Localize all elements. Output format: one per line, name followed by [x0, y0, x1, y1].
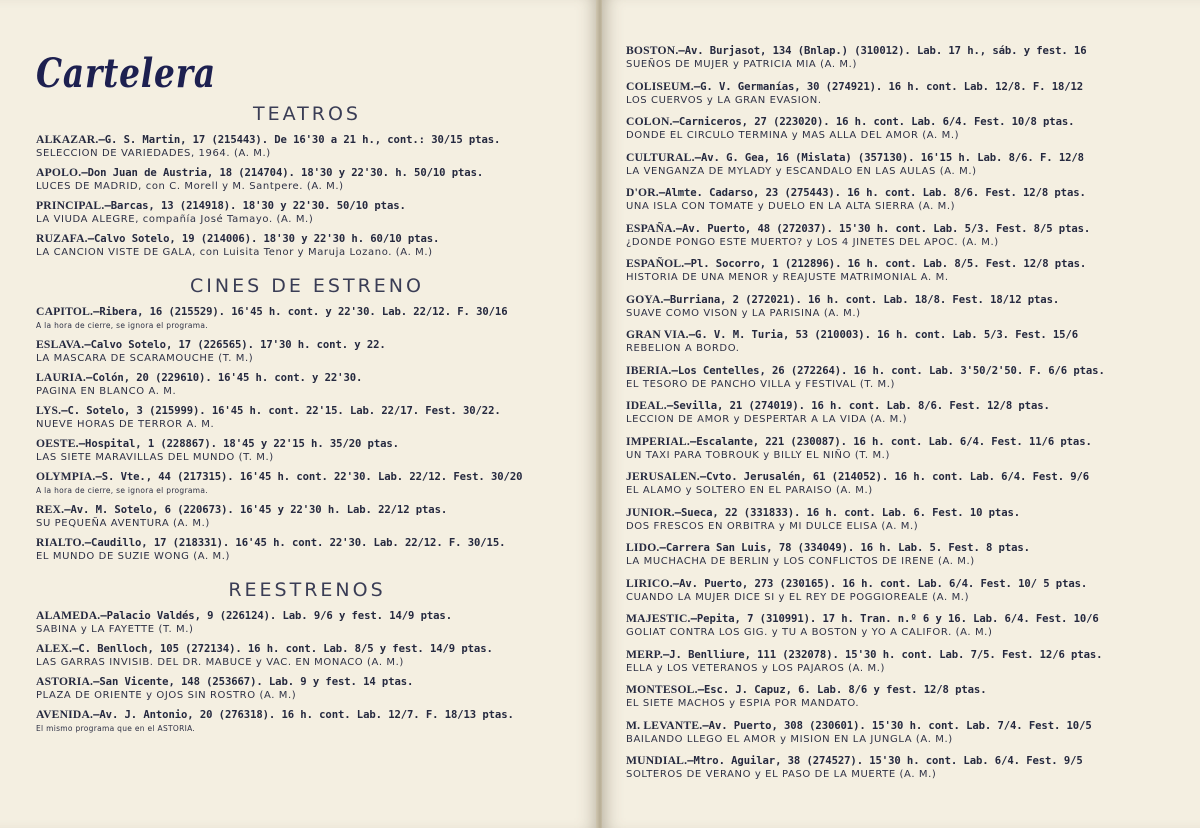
- venue-name: LYS.: [36, 404, 62, 417]
- venue-name: D'OR.: [626, 186, 659, 199]
- entry-header: [36, 199, 578, 213]
- entry-header: [36, 338, 578, 352]
- program-title: LA MUCHACHA DE BERLIN y LOS CONFLICTOS DE IRENE (A. M.): [626, 556, 975, 567]
- program-title: CUANDO LA MUJER DICE SI y EL REY DE POGGIOREALE (A. M.): [626, 591, 970, 603]
- venue-name: ALKAZAR.: [36, 133, 99, 146]
- listing-entry: [36, 232, 578, 259]
- venue-name: MERP.: [626, 647, 663, 661]
- listing-entry: [626, 506, 1180, 533]
- program-title: GOLIAT CONTRA LOS GIG. y TU A BOSTON y YO A CALIFOR. (A. M.): [626, 627, 993, 638]
- listing-entry: [626, 115, 1180, 142]
- entry-header: [626, 648, 1180, 662]
- entry-header: [36, 708, 578, 722]
- venue-details: —Mtro. Aguilar, 38 (274527). 15'30 h. cont. Lab. 6/4. Fest. 9/5: [687, 755, 1083, 767]
- entry-header: [626, 506, 1180, 520]
- listing-entry: [36, 708, 578, 735]
- venue-name: LAURIA.: [36, 371, 87, 384]
- entry-header: [626, 435, 1180, 449]
- venue-details: —Don Juan de Austria, 18 (214704). 18'30 y 22'30. h. 50/10 ptas.: [81, 167, 484, 179]
- listing-entry: [626, 80, 1180, 107]
- venue-name: LIRICO.: [626, 576, 673, 590]
- entry-header: [36, 305, 578, 319]
- entry-header: [626, 399, 1180, 413]
- venue-details: —Almte. Cadarso, 23 (275443). 16 h. cont. Lab. 8/6. Fest. 12/8 ptas.: [658, 187, 1086, 199]
- entry-header: [36, 133, 578, 147]
- venue-details: —C. Sotelo, 3 (215999). 16'45 h. cont. 22'15. Lab. 22/17. Fest. 30/22.: [61, 405, 501, 417]
- entry-header: [626, 719, 1180, 733]
- venue-details: —Calvo Sotelo, 17 (226565). 17'30 h. cont. y 22.: [84, 339, 386, 351]
- entry-header: [36, 166, 578, 180]
- venue-details: —Esc. J. Capuz, 6. Lab. 8/6 y fest. 12/8 ptas.: [697, 684, 987, 696]
- entry-header: [626, 222, 1180, 236]
- program-title: HISTORIA DE UNA MENOR y REAJUSTE MATRIMONIAL A. M.: [626, 272, 949, 283]
- right-page: [602, 0, 1200, 828]
- entry-header: [36, 609, 578, 623]
- program-title: SUAVE COMO VISON y LA PARISINA (A. M.): [626, 307, 861, 319]
- listing-entry: [626, 186, 1180, 213]
- venue-details: —Pepita, 7 (310991). 17 h. Tran. n.º 6 y 16. Lab. 6/4. Fest. 10/6: [690, 613, 1099, 625]
- listing-entry: [36, 338, 578, 365]
- venue-name: CAPITOL.: [36, 305, 94, 318]
- venue-details: —Barcas, 13 (214918). 18'30 y 22'30. 50/10 ptas.: [104, 200, 406, 212]
- venue-details: —C. Benlloch, 105 (272134). 16 h. cont. Lab. 8/5 y fest. 14/9 ptas.: [72, 643, 493, 655]
- entry-header: [36, 232, 578, 246]
- program-title: LAS SIETE MARAVILLAS DEL MUNDO (T. M.): [36, 452, 274, 463]
- venue-name: RIALTO.: [36, 536, 85, 549]
- entry-header: [626, 44, 1180, 58]
- program-title: EL SIETE MACHOS y ESPIA POR MANDATO.: [626, 698, 860, 709]
- listing-entry: [36, 133, 578, 160]
- listing-entry: [626, 719, 1180, 746]
- venue-details: —G. S. Martin, 17 (215443). De 16'30 a 21 h., cont.: 30/15 ptas.: [98, 134, 501, 146]
- venue-name: ESPAÑOL.: [626, 257, 685, 270]
- venue-name: RUZAFA.: [36, 232, 88, 245]
- venue-details: —Palacio Valdés, 9 (226124). Lab. 9/6 y fest. 14/9 ptas.: [100, 610, 452, 622]
- venue-details: —Burriana, 2 (272021). 16 h. cont. Lab. 18/8. Fest. 18/12 ptas.: [663, 293, 1060, 306]
- entry-header: [626, 115, 1180, 129]
- entry-header: [36, 536, 578, 550]
- program-title: El mismo programa que en el ASTORIA.: [36, 724, 196, 733]
- venue-name: IMPERIAL.: [626, 434, 690, 448]
- listing-entry: [36, 371, 578, 398]
- entry-header: [36, 675, 578, 689]
- venue-details: —San Vicente, 148 (253667). Lab. 9 y fest. 14 ptas.: [93, 676, 414, 688]
- venue-details: —Av. J. Antonio, 20 (276318). 16 h. cont. Lab. 12/7. F. 18/13 ptas.: [93, 709, 514, 721]
- entry-header: [36, 437, 578, 451]
- venue-name: MONTESOL.: [626, 683, 698, 696]
- venue-name: LIDO.: [626, 541, 660, 554]
- venue-details: —Caudillo, 17 (218331). 16'45 h. cont. 22'30. Lab. 22/12. F. 30/15.: [84, 537, 506, 549]
- listing-entry: [36, 166, 578, 193]
- program-title: SOLTEROS DE VERANO y EL PASO DE LA MUERTE (A. M.): [626, 769, 937, 780]
- venue-details: —J. Benlliure, 111 (232078). 15'30 h. cont. Lab. 7/5. Fest. 12/6 ptas.: [662, 648, 1103, 661]
- section-heading: REESTRENOS: [228, 579, 386, 601]
- listing-entry: [36, 536, 578, 563]
- venue-details: —Av. Burjasot, 134 (Bnlap.) (310012). Lab. 17 h., sáb. y fest. 16: [678, 45, 1087, 57]
- listing-entry: [36, 675, 578, 702]
- program-title: LOS CUERVOS y LA GRAN EVASION.: [626, 94, 822, 106]
- listing-entry: [626, 222, 1180, 249]
- program-title: DONDE EL CIRCULO TERMINA y MAS ALLA DEL AMOR (A. M.): [626, 130, 960, 141]
- venue-details: —Cvto. Jerusalén, 61 (214052). 16 h. cont. Lab. 6/4. Fest. 9/6: [699, 471, 1090, 483]
- venue-name: REX.: [36, 503, 65, 516]
- program-title: DOS FRESCOS EN ORBITRA y MI DULCE ELISA (A. M.): [626, 520, 919, 532]
- program-title: LAS GARRAS INVISIB. DEL DR. MABUCE y VAC. EN MONACO (A. M.): [36, 657, 404, 668]
- venue-name: IBERIA.: [626, 363, 672, 377]
- venue-details: —Sevilla, 21 (274019). 16 h. cont. Lab. 8/6. Fest. 12/8 ptas.: [666, 400, 1050, 412]
- venue-details: —G. V. M. Turia, 53 (210003). 16 h. cont. Lab. 5/3. Fest. 15/6: [688, 329, 1079, 341]
- listing-entry: [626, 470, 1180, 497]
- program-title: EL TESORO DE PANCHO VILLA y FESTIVAL (T. M.): [626, 378, 896, 390]
- venue-name: CULTURAL.: [626, 150, 695, 164]
- listing-entry: [36, 470, 578, 497]
- program-title: SABINA y LA FAYETTE (T. M.): [36, 624, 194, 635]
- program-title: LUCES DE MADRID, con C. Morell y M. Santpere. (A. M.): [36, 181, 344, 192]
- venue-details: —Av. G. Gea, 16 (Mislata) (357130). 16'15 h. Lab. 8/6. F. 12/8: [694, 151, 1084, 164]
- entry-header: [626, 683, 1180, 697]
- venue-name: OLYMPIA.: [36, 470, 96, 483]
- venue-details: —Carrera San Luis, 78 (334049). 16 h. Lab. 5. Fest. 8 ptas.: [659, 542, 1030, 554]
- venue-name: JUNIOR.: [626, 505, 675, 519]
- venue-details: —Av. Puerto, 48 (272037). 15'30 h. cont. Lab. 5/3. Fest. 8/5 ptas.: [675, 222, 1091, 235]
- listing-entry: [36, 642, 578, 669]
- venue-name: ALAMEDA.: [36, 609, 101, 622]
- program-title: PAGINA EN BLANCO A. M.: [36, 386, 177, 397]
- venue-name: AVENIDA.: [36, 708, 94, 721]
- entry-header: [36, 503, 578, 517]
- listing-entry: [626, 293, 1180, 320]
- program-title: NUEVE HORAS DE TERROR A. M.: [36, 419, 215, 430]
- venue-name: COLISEUM.: [626, 79, 694, 93]
- listing-entry: [626, 364, 1180, 391]
- venue-name: MAJESTIC.: [626, 612, 691, 625]
- listing-entry: [626, 577, 1180, 604]
- program-title: SELECCION DE VARIEDADES, 1964. (A. M.): [36, 148, 271, 159]
- listing-entries: [626, 44, 1180, 781]
- section-gap: [36, 569, 578, 579]
- program-title: LECCION DE AMOR y DESPERTAR A LA VIDA (A. M.): [626, 414, 908, 425]
- venue-details: —S. Vte., 44 (217315). 16'45 h. cont. 22'30. Lab. 22/12. Fest. 30/20: [95, 471, 523, 483]
- listing-entry: [36, 437, 578, 464]
- entry-header: [626, 186, 1180, 200]
- venue-details: —Pl. Socorro, 1 (212896). 16 h. cont. Lab. 8/5. Fest. 12/8 ptas.: [684, 258, 1087, 270]
- program-title: BAILANDO LLEGO EL AMOR y MISION EN LA JUNGLA (A. M.): [626, 733, 953, 745]
- program-title: A la hora de cierre, se ignora el programa.: [36, 321, 208, 330]
- venue-details: —Calvo Sotelo, 19 (214006). 18'30 y 22'30 h. 60/10 ptas.: [87, 233, 440, 245]
- listing-sections: [36, 103, 578, 735]
- listing-entry: [626, 399, 1180, 426]
- page-title: Cartelera: [36, 50, 216, 97]
- entry-header: [36, 470, 578, 484]
- entry-header: [626, 328, 1180, 342]
- program-title: A la hora de cierre, se ignora el programa.: [36, 486, 208, 495]
- venue-details: —Colón, 20 (229610). 16'45 h. cont. y 22'30.: [86, 372, 363, 384]
- venue-details: —Carniceros, 27 (223020). 16 h. cont. Lab. 6/4. Fest. 10/8 ptas.: [672, 116, 1075, 128]
- listing-entry: [36, 503, 578, 530]
- venue-name: BOSTON.: [626, 44, 679, 57]
- venue-details: —Hospital, 1 (228867). 18'45 y 22'15 h. 35/20 ptas.: [78, 438, 399, 450]
- program-title: LA VENGANZA DE MYLADY y ESCANDALO EN LAS AULAS (A. M.): [626, 165, 977, 177]
- program-title: ¿DONDE PONGO ESTE MUERTO? y LOS 4 JINETES DEL APOC. (A. M.): [626, 236, 999, 248]
- program-title: EL MUNDO DE SUZIE WONG (A. M.): [36, 551, 231, 562]
- program-title: ELLA y LOS VETERANOS y LOS PAJAROS (A. M.): [626, 662, 885, 674]
- listing-entry: [36, 305, 578, 332]
- program-title: LA VIUDA ALEGRE, compañía José Tamayo. (A. M.): [36, 214, 314, 225]
- venue-name: GRAN VIA.: [626, 328, 689, 341]
- entry-header: [36, 642, 578, 656]
- listing-entry: [626, 435, 1180, 462]
- listing-entry: [626, 683, 1180, 710]
- entry-header: [36, 404, 578, 418]
- venue-name: JERUSALEN.: [626, 470, 700, 483]
- section-heading: TEATROS: [253, 103, 361, 125]
- venue-details: —Av. Puerto, 273 (230165). 16 h. cont. Lab. 6/4. Fest. 10/ 5 ptas.: [672, 577, 1088, 590]
- entry-header: [36, 371, 578, 385]
- entry-header: [626, 612, 1180, 626]
- venue-details: —Escalante, 221 (230087). 16 h. cont. Lab. 6/4. Fest. 11/6 ptas.: [689, 435, 1092, 448]
- venue-name: ALEX.: [36, 642, 73, 655]
- listing-entry: [36, 199, 578, 226]
- venue-name: APOLO.: [36, 166, 82, 179]
- listing-entry: [626, 612, 1180, 639]
- section-gap: [36, 265, 578, 275]
- program-title: EL ALAMO y SOLTERO EN EL PARAISO (A. M.): [626, 485, 873, 496]
- listing-entry: [626, 328, 1180, 355]
- venue-details: —G. V. Germanías, 30 (274921). 16 h. cont. Lab. 12/8. F. 18/12: [693, 80, 1084, 93]
- venue-details: —Ribera, 16 (215529). 16'45 h. cont. y 22'30. Lab. 22/12. F. 30/16: [93, 306, 508, 318]
- venue-details: —Av. Puerto, 308 (230601). 15'30 h. cont. Lab. 7/4. Fest. 10/5: [702, 719, 1092, 732]
- venue-name: OESTE.: [36, 437, 79, 450]
- venue-name: ESLAVA.: [36, 338, 85, 351]
- venue-name: ESPAÑA.: [626, 221, 676, 235]
- listing-entry: [36, 609, 578, 636]
- venue-details: —Los Centelles, 26 (272264). 16 h. cont. Lab. 3'50/2'50. F. 6/6 ptas.: [671, 364, 1105, 377]
- venue-name: M. LEVANTE.: [626, 718, 703, 732]
- program-title: REBELION A BORDO.: [626, 343, 740, 354]
- listing-entry: [626, 541, 1180, 568]
- entry-header: [626, 577, 1180, 591]
- program-title: UNA ISLA CON TOMATE y DUELO EN LA ALTA SIERRA (A. M.): [626, 201, 956, 212]
- listing-entry: [36, 404, 578, 431]
- listing-entry: [626, 257, 1180, 284]
- entry-header: [626, 364, 1180, 378]
- program-title: PLAZA DE ORIENTE y OJOS SIN ROSTRO (A. M.): [36, 690, 297, 701]
- entry-header: [626, 293, 1180, 307]
- venue-name: ASTORIA.: [36, 675, 94, 688]
- left-page: [0, 0, 598, 828]
- venue-details: —Sueca, 22 (331833). 16 h. cont. Lab. 6. Fest. 10 ptas.: [674, 506, 1021, 519]
- program-title: SU PEQUEÑA AVENTURA (A. M.): [36, 518, 210, 529]
- entry-header: [626, 754, 1180, 768]
- program-title: LA CANCION VISTE DE GALA, con Luisita Tenor y Maruja Lozano. (A. M.): [36, 247, 433, 258]
- listing-entry: [626, 44, 1180, 71]
- listing-entry: [626, 754, 1180, 781]
- entry-header: [626, 470, 1180, 484]
- section-heading: CINES DE ESTRENO: [190, 275, 424, 297]
- venue-name: MUNDIAL.: [626, 754, 688, 767]
- venue-details: —Av. M. Sotelo, 6 (220673). 16'45 y 22'30 h. Lab. 22/12 ptas.: [64, 504, 448, 516]
- venue-name: IDEAL.: [626, 399, 667, 412]
- listing-entry: [626, 151, 1180, 178]
- entry-header: [626, 541, 1180, 555]
- program-title: UN TAXI PARA TOBROUK y BILLY EL NIÑO (T. M.): [626, 449, 890, 461]
- listing-entry: [626, 648, 1180, 675]
- venue-name: GOYA.: [626, 292, 664, 306]
- venue-name: COLON.: [626, 115, 673, 128]
- entry-header: [626, 80, 1180, 94]
- entry-header: [626, 151, 1180, 165]
- program-title: SUEÑOS DE MUJER y PATRICIA MIA (A. M.): [626, 59, 857, 70]
- program-title: LA MASCARA DE SCARAMOUCHE (T. M.): [36, 353, 254, 364]
- entry-header: [626, 257, 1180, 271]
- venue-name: PRINCIPAL.: [36, 199, 105, 212]
